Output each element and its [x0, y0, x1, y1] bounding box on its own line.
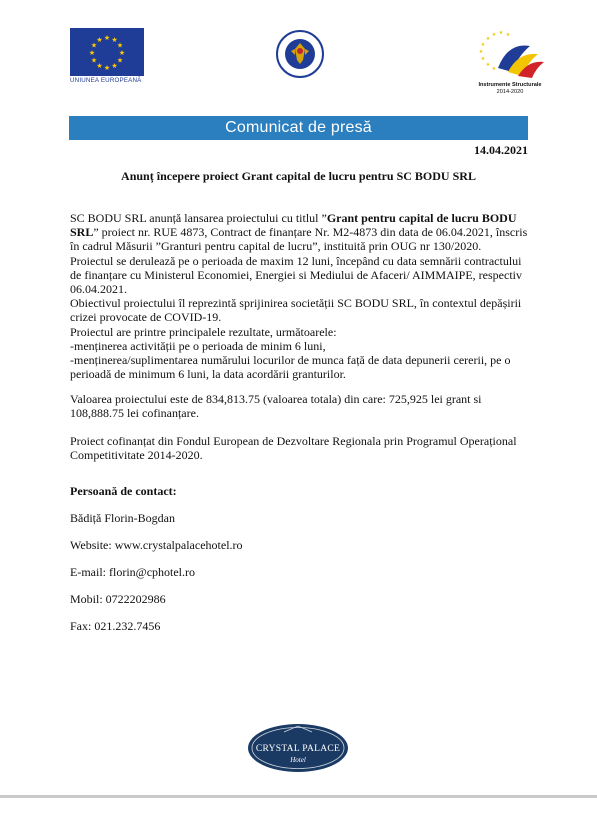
svg-text:★: ★: [103, 34, 111, 42]
paragraph-intro: SC BODU SRL anunță lansarea proiectului cu titlul ”: [70, 211, 327, 225]
eu-logo: [70, 28, 144, 84]
paragraph-results-heading: Proiectul are printre principalele rezultate, următoarele:: [70, 324, 337, 339]
svg-text:★: ★: [485, 36, 491, 42]
svg-text:★: ★: [90, 56, 98, 65]
svg-text:★: ★: [96, 62, 103, 70]
paragraph-duration: Proiectul se derulează pe o perioada de maxim 12 luni, începând cu data semnării contractului de finanțare cu Ministerul Economiei, Energiei si Mediului de Afaceri/ AIMMAIPE, respectiv 06.04.2021.: [70, 253, 522, 297]
result-item: -menținerea/suplimentarea numărului locurilor de munca față de data depunerii cererii, pe o perioadă de minimum 6 luni, la data acordării granturilor.: [70, 353, 511, 382]
government-seal-icon: [275, 29, 325, 79]
footer-divider: [0, 795, 597, 798]
result-item: -menținerea activității pe o perioada de minim 6 luni,: [70, 338, 326, 353]
paragraph-project-value: Valoarea proiectului este de 834,813.75 (valoarea totala) din care: 725,925 lei grant si 108,888.75 lei cofinanțare.: [70, 392, 482, 421]
structural-instruments-icon: [468, 28, 552, 80]
svg-text:★: ★: [480, 56, 486, 62]
paragraph-contract: ” proiect nr. RUE 4873, Contract de finanțare Nr. M2-4873 din data de 06.04.2021, înscris în cadrul Măsurii ”Granturi pentru capital de lucru”, instituită prin OUG nr 130/2020.: [70, 225, 528, 254]
structural-instruments-caption: [468, 82, 552, 95]
svg-text:★: ★: [118, 49, 126, 57]
svg-text:★: ★: [485, 62, 491, 68]
svg-text:★: ★: [90, 41, 98, 50]
structural-instruments-title: Instrumente Structurale: [478, 82, 542, 88]
contact-fax: Fax: 021.232.7456: [70, 619, 161, 633]
svg-text:★: ★: [480, 42, 486, 48]
svg-text:★: ★: [498, 30, 504, 36]
project-name: Grant pentru capital de lucru BODU SRL: [70, 211, 517, 240]
structural-instruments-years: 2014-2020: [496, 88, 524, 95]
svg-text:Hotel: Hotel: [290, 756, 306, 764]
svg-text:★: ★: [103, 64, 111, 72]
svg-text:★: ★: [88, 49, 96, 57]
header-logos: [0, 0, 597, 110]
paragraph-cofinancing: Proiect cofinanțat din Fondul European de Dezvoltare Regionala prin Programul Operațional Competitivitate 2014-2020.: [70, 434, 517, 463]
svg-text:★: ★: [505, 32, 511, 38]
svg-text:★: ★: [111, 62, 118, 70]
svg-text:★: ★: [116, 56, 124, 65]
release-date: 14.04.2021: [474, 143, 528, 157]
paragraph-objective: Obiectivul proiectului îl reprezintă sprijinirea societății SC BODU SRL, în contextul depășirii crizei provocate de COVID-19.: [70, 296, 522, 325]
svg-text:★: ★: [96, 36, 103, 44]
contact-mobile: Mobil: 0722202986: [70, 592, 166, 606]
contact-website: Website: www.crystalpalacehotel.ro: [70, 538, 243, 552]
banner-title: Comunicat de presă: [225, 119, 372, 136]
paragraph-project-details: [70, 211, 534, 381]
press-release-banner: [69, 116, 528, 140]
eu-caption: UNIUNEA EUROPEANĂ: [70, 77, 142, 84]
structural-instruments-logo: [468, 28, 552, 108]
svg-text:★: ★: [116, 41, 124, 50]
contact-name: Bădiță Florin-Bogdan: [70, 511, 175, 525]
contact-email: E-mail: florin@cphotel.ro: [70, 565, 196, 579]
eu-flag-icon: [70, 28, 144, 76]
svg-text:★: ★: [478, 49, 484, 55]
contact-heading: Persoană de contact:: [70, 484, 177, 498]
svg-text:★: ★: [491, 66, 497, 72]
svg-text:★: ★: [111, 36, 118, 44]
crystal-palace-logo: [246, 722, 350, 774]
svg-text:CRYSTAL PALACE: CRYSTAL PALACE: [255, 744, 341, 754]
svg-text:★: ★: [491, 32, 497, 38]
document-title: Anunț începere proiect Grant capital de lucru pentru SC BODU SRL: [121, 169, 476, 183]
